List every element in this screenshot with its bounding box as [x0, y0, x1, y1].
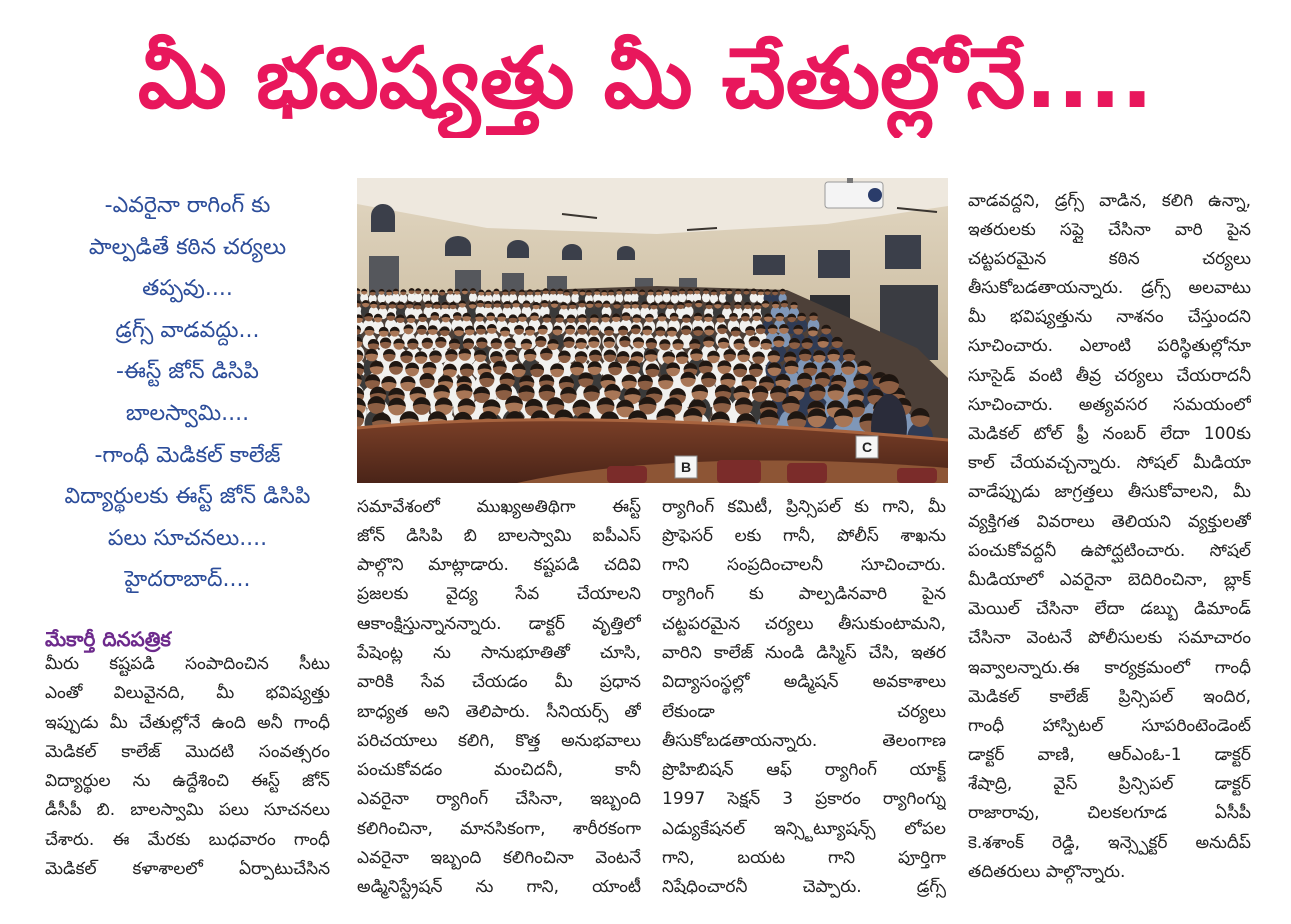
text-line: కాల్ చేయవచ్చన్నారు. సోషల్ మీడియా [968, 453, 1251, 474]
text-line: అడ్మినిస్ట్రేషన్ ను గాని, యాంటీ [357, 877, 641, 898]
audience-member [392, 289, 400, 303]
text-line: జోన్ డిసిపి బి బాలస్వామి ఐపీఎస్ [357, 525, 641, 546]
text-line: లేకుండా చర్యలు [662, 701, 946, 722]
audience-member [549, 289, 557, 303]
audience-member [431, 289, 439, 303]
text-line: వ్యక్తిగత వివరాలు తెలియని వ్యక్తులతో [968, 511, 1251, 532]
text-line: కలిగించినా, మానసికంగా, శారీరకంగా [357, 818, 641, 839]
text-line: మీ భవిష్యత్తును నాశనం చేస్తుందని [968, 307, 1251, 328]
text-line: ర్యాగింగ్ కమిటీ, ప్రిన్సిపల్ కు గాని, మీ [662, 496, 946, 517]
text-line: సమావేశంలో ముఖ్యఅతిథిగా ఈస్ట్ [357, 496, 641, 517]
text-line: ఎవరైనా ర్యాగింగ్ చేసినా, ఇబ్బంది [357, 789, 641, 810]
text-line: విద్యాసంస్థల్లో అడ్మిషన్ అవకాశాలు [662, 672, 946, 693]
projector [825, 178, 883, 208]
text-line: ఎంతో విలువైనది, మీ భవిష్యత్తు [45, 683, 330, 704]
text-line: నిషేధించారనీ చెప్పారు. డ్రగ్స్ [662, 877, 946, 898]
text-line: ప్రొహిబిషన్ ఆఫ్ ర్యాగింగ్ యాక్ట్ [662, 760, 946, 781]
audience-member [631, 288, 639, 302]
audience-member [671, 289, 679, 303]
article-column-middle-1 [357, 493, 641, 903]
text-line: తీసుకోబడతాయన్నారు. తెలంగాణ [662, 730, 946, 751]
audience-member [693, 288, 701, 302]
text-line: పంచుకోవడం మంచిదనీ, కానీ [357, 760, 641, 781]
text-line: ఇప్పుడు మీ చేతుల్లోనే ఉంది అనీ గాంధీ [45, 712, 330, 733]
audience-member [678, 288, 686, 302]
audience-member [734, 289, 742, 303]
text-line: డాక్టర్ వాణి, ఆర్ఎంఓ-1 డాక్టర్ [968, 745, 1251, 766]
text-line: సూచించారు. అత్యవసర సమయంలో [968, 394, 1251, 415]
highlight-line: పాల్పడితే కఠిన చర్యలు [88, 234, 287, 260]
highlight-line: -ఎవరైనా రాగింగ్ కు [104, 193, 271, 218]
text-line: వారిని కాలేజ్ నుండి డిస్మిస్ చేసి, ఇతర [662, 642, 946, 663]
text-line: పరిచయాలు కలిగి, కొత్త అనుభవాలు [357, 730, 641, 751]
article-column-left [45, 650, 330, 884]
audience-member [615, 289, 623, 303]
text-line: మెడికల్ కళాశాలలో ఏర్పాటుచేసిన [45, 859, 330, 880]
highlight-line: -ఈస్ట్ జోన్ డిసిపి [116, 359, 259, 385]
audience-member [663, 288, 671, 302]
audience-member [534, 289, 542, 303]
text-line: సూసైడ్ వంటి తీవ్ర చర్యలు చేయరాదనీ [968, 365, 1251, 386]
article-column-right [968, 187, 1251, 888]
text-line: కె.శశాంక్ రెడ్డి, ఇన్స్పెక్టర్ అనుదీప్ [968, 832, 1251, 853]
text-line: వాడవద్దని, డ్రగ్స్ వాడిన, కలిగి ఉన్నా, [968, 190, 1251, 211]
audience-member [725, 289, 733, 303]
text-line: పాల్గొని మాట్లాడారు. కష్టపడి చదివి [357, 555, 641, 576]
text-line: తదితరులు పాల్గొన్నారు. [968, 861, 1126, 882]
audience-member [702, 288, 710, 302]
text-line: గాంధీ హాస్పిటల్ సూపరింటెండెంట్ [968, 715, 1251, 736]
text-line: వాడేప్పుడు జాగ్రత్తలు తీసుకోవాలని, మీ [968, 482, 1251, 503]
text-line: పేషెంట్ల ను సానుభూతితో చూసి, [357, 642, 641, 663]
text-line: ప్రొఫెసర్ లకు గానీ, పోలీస్ శాఖను [662, 525, 946, 546]
text-line: మీడియాలో ఎవరైనా బెదిరించినా, బ్లాక్ [968, 569, 1251, 590]
audience-member [414, 288, 422, 302]
highlights-block [45, 185, 330, 601]
headline [0, 18, 1291, 138]
text-line: చేసినా వెంటనే పోలీసులకు సమాచారం [968, 628, 1251, 649]
highlight-line: పలు సూచనలు.... [107, 525, 268, 551]
text-line: మెడికల్ టోల్ ఫ్రీ నంబర్ లేదా 100కు [968, 424, 1251, 444]
highlight-line: డ్రగ్స్ వాడవద్దు... [115, 317, 260, 343]
text-line: ఇవ్వాలన్నారు.ఈ కార్యక్రమంలో గాంధీ [968, 657, 1251, 678]
row-label: B [680, 459, 692, 475]
article-column-middle-2 [662, 493, 946, 903]
text-line: చట్టపరమైన చర్యలు తీసుకుంటామని, [662, 613, 946, 634]
text-line: విద్యార్థుల ను ఉద్దేశించి ఈస్ట్ జోన్ [45, 771, 330, 792]
text-line: పంచుకోవద్దనీ ఉపోద్ఘటించారు. సోషల్ [968, 540, 1251, 561]
text-line: 1997 సెక్షన్ 3 ప్రకారం ర్యాగింగ్ను [662, 789, 946, 810]
audience-member [742, 289, 750, 303]
audience-member [399, 289, 407, 303]
audience-member [469, 288, 477, 302]
text-line: బాధ్యత అని తెలిపారు. సీనియర్స్ తో [357, 701, 641, 722]
text-line: ఇతరులకు సప్లై చేసినా వారి పైన [968, 219, 1251, 240]
highlight-line: విద్యార్థులకు ఈస్ట్ జోన్ డిసిపి [64, 484, 311, 510]
audience-member [378, 289, 386, 303]
text-line: డీసీపీ బి. బాలస్వామి పలు సూచనలు [45, 800, 330, 821]
text-line: మెయిల్ చేసినా లేదా డబ్బు డిమాండ్ [968, 599, 1251, 620]
audience-member [710, 289, 718, 303]
audience-member [408, 288, 416, 302]
text-line: ర్యాగింగ్ కు పాల్పడినవారి పైన [662, 584, 946, 605]
highlight-line: బాలస్వామి.... [125, 400, 250, 426]
audience-member [542, 288, 550, 302]
audience-member [571, 289, 579, 303]
highlight-line: తప్పవు.... [142, 276, 233, 302]
text-line: ప్రజలకు వైద్య సేవ చేయాలని [357, 584, 641, 605]
audience-member [624, 289, 632, 303]
audience-member [563, 290, 571, 304]
audience-member [446, 289, 454, 303]
row-sign-b [675, 456, 697, 478]
news-photo [357, 178, 948, 483]
text-line: గాని సంప్రదించాలనీ సూచించారు. [662, 555, 946, 576]
audience-member [453, 289, 461, 303]
text-line: మెడికల్ కాలేజ్ ప్రిన్సిపల్ ఇందిర, [968, 686, 1251, 707]
text-line: చేశారు. ఈ మేరకు బుధవారం గాంధీ [45, 829, 330, 850]
text-line: రాజారావు, చిలకలగూడ ఏసీపీ [968, 803, 1251, 824]
text-line: ఎవరైనా ఇబ్బంది కలిగించినా వెంటనే [357, 848, 641, 869]
text-line: గాని, బయట గాని పూర్తిగా [662, 848, 946, 869]
audience-member [438, 290, 446, 304]
text-line: వారికి సేవ చేయడం మీ ప్రధాన [357, 672, 641, 693]
text-line: చట్టపరమైన కఠిన చర్యలు [968, 248, 1251, 269]
text-line: తీసుకోబడతాయన్నారు. డ్రగ్స్ అలవాటు [968, 278, 1251, 299]
text-line: ఆకాంక్షిస్తున్నానన్నారు. డాక్టర్ వృత్తిలో [357, 613, 641, 634]
text-line: మీరు కష్టపడి సంపాదించిన సీటు [45, 654, 330, 674]
row-label: C [861, 439, 873, 455]
audience-member [647, 289, 655, 303]
text-line: మెడికల్ కాలేజ్ మొదటి సంవత్సరం [45, 741, 330, 762]
audience-member [750, 289, 758, 303]
highlight-line: హైదరాబాద్.... [124, 567, 251, 593]
text-line: ఎడ్యుకేషనల్ ఇన్స్టిట్యూషన్స్ లోపల [662, 818, 946, 839]
row-sign-c [856, 436, 878, 458]
text-line: సూచించారు. ఎలాంటి పరిస్థితుల్లోనూ [968, 336, 1251, 357]
source-credit: మేకార్తీ దినపత్రిక [45, 627, 171, 651]
text-line: శేషాద్రి, వైస్ ప్రిన్సిపల్ డాక్టర్ [968, 774, 1251, 795]
audience-member [423, 289, 431, 303]
highlight-line: -గాంధీ మెడికల్ కాలేజ్ [94, 442, 281, 468]
headline-text: మీ భవిష్యత్తు మీ చేతుల్లోనే.... [137, 29, 1154, 127]
